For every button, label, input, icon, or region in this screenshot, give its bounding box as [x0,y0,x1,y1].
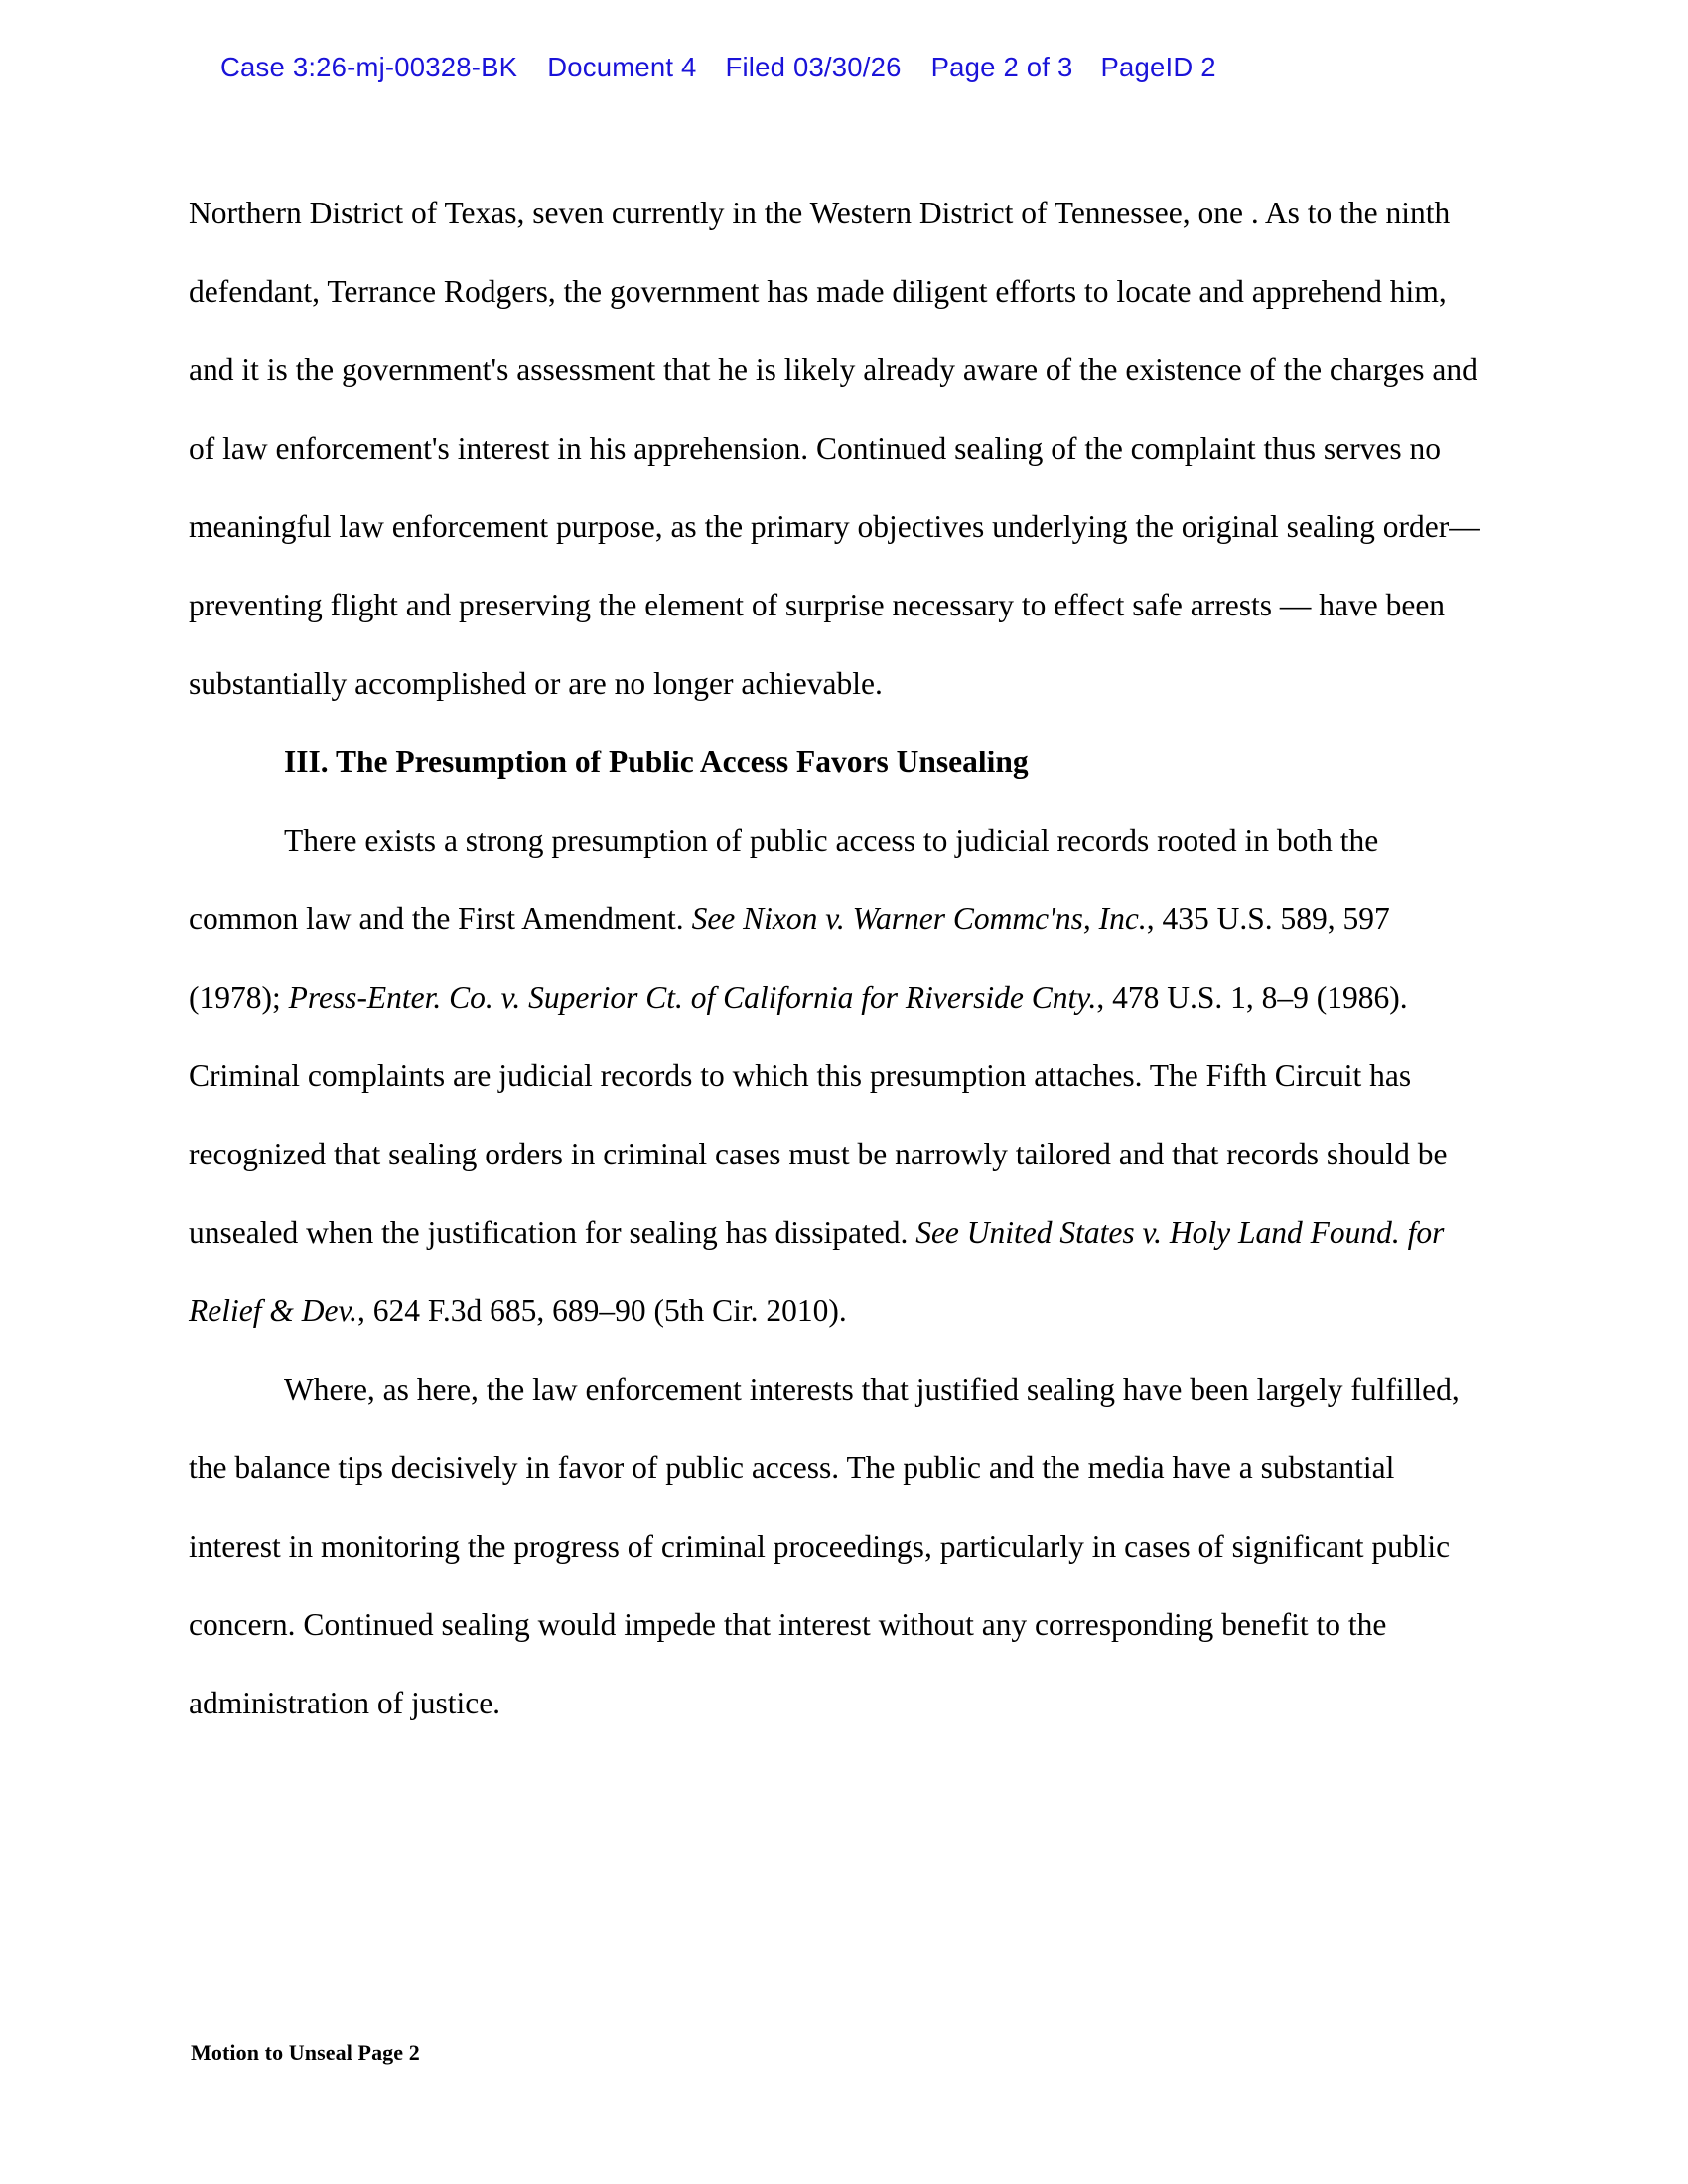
header-filed-date: Filed 03/30/26 [725,52,902,82]
header-page-id: PageID 2 [1100,52,1216,82]
paragraph-continued: Northern District of Texas, seven currently in the Western District of Tennessee, one . As to the ninth defendant, Terrance Rodgers, the government has made diligent efforts to locate and apprehend him, and it is the government's assessment that he is likely already aware of the existence of the charges and of law enforcement's interest in his apprehension. Continued sealing of the complaint thus serves no meaningful law enforcement purpose, as the primary objectives underlying the original sealing order—preventing flight and preserving the element of surprise necessary to effect safe arrests — have been substantially accomplished or are no longer achievable. [189,196,1480,701]
header-case-number: Case 3:26-mj-00328-BK [220,52,518,82]
citation-nixon: See Nixon v. Warner Commc'ns, Inc. [691,901,1147,936]
ecf-header-stamp [220,52,1529,83]
header-document-number: Document 4 [547,52,697,82]
paragraph-text-d: , 624 F.3d 685, 689–90 (5th Cir. 2010). [356,1294,847,1328]
paragraph-balance-of-interests: Where, as here, the law enforcement interests that justified sealing have been largely fulfilled, the balance tips decisively in favor of public access. The public and the media have a substantial interest in monitoring the progress of criminal proceedings, particularly in cases of significant public concern. Continued sealing would impede that interest without any corresponding benefit to the administration of justice. [189,1372,1460,1720]
document-footer: Motion to Unseal Page 2 [191,2040,420,2065]
citation-holy-land: See United States v. Holy Land Found. for Relief & Dev. [189,1215,1445,1328]
document-body [189,174,1489,1742]
header-page-number: Page 2 of 3 [930,52,1073,82]
paragraph-public-access [189,801,1489,1350]
paragraph-text-c: , 478 U.S. 1, 8–9 (1986). Criminal complaints are judicial records to which this presumption attaches. The Fifth Circuit has recognized that sealing orders in criminal cases must be narrowly tailored and that records should be unsealed when the justification for sealing has dissipated. [189,980,1448,1250]
citation-press-enterprise: Press-Enter. Co. v. Superior Ct. of California for Riverside Cnty. [288,980,1097,1015]
paragraph-text-b: , 435 U.S. 589, 597 (1978); [189,901,1390,1015]
paragraph-text-a: There exists a strong presumption of public access to judicial records rooted in both the common law and the First Amendment. [189,823,1379,936]
section-heading-iii: III. The Presumption of Public Access Favors Unsealing [284,745,1029,779]
